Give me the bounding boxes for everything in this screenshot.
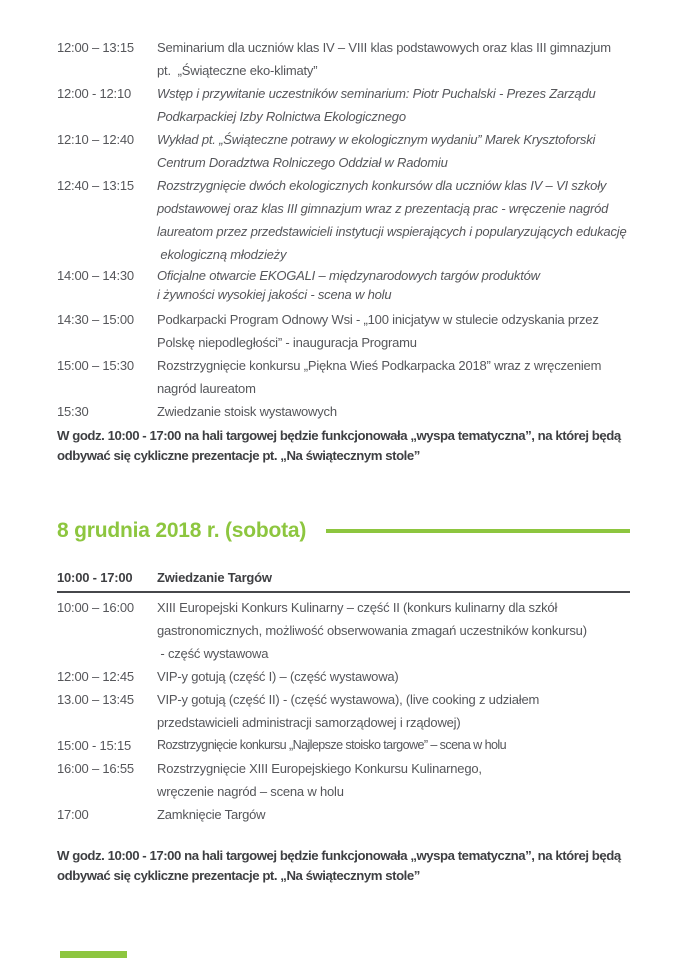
event-time: 12:00 - 12:10 <box>57 86 132 101</box>
schedule-header-row <box>57 568 630 593</box>
event-line: Rozstrzygnięcie XIII Europejskiego Konkursu Kulinarnego, <box>157 761 482 776</box>
schedule-row <box>57 128 630 174</box>
day2-date-title: 8 grudnia 2018 r. (sobota) <box>57 519 307 542</box>
event-time: 15:00 - 15:15 <box>57 738 132 753</box>
event-time: 12:00 – 12:45 <box>57 669 134 684</box>
day2-heading <box>57 518 630 544</box>
event-line: Seminarium dla uczniów klas IV – VIII klas podstawowych oraz klas III gimnazjum <box>157 40 611 55</box>
event-line: Wykład pt. „Świąteczne potrawy w ekologicznym wydaniu” Marek Krysztoforski <box>157 132 596 147</box>
schedule-header-label: Zwiedzanie Targów <box>157 570 272 585</box>
schedule-row <box>57 757 630 803</box>
event-line: Zamknięcie Targów <box>157 807 266 822</box>
thematic-island-note <box>57 426 647 466</box>
event-description <box>157 400 630 423</box>
event-description <box>157 36 630 82</box>
event-line: Polskę niepodległości” - inauguracja Programu <box>157 335 417 350</box>
schedule-row <box>57 734 630 757</box>
day1-schedule <box>57 36 630 423</box>
event-time: 12:40 – 13:15 <box>57 178 134 193</box>
event-line: VIP-y gotują (część I) – (część wystawowa) <box>157 669 399 684</box>
event-line: - część wystawowa <box>157 646 269 661</box>
schedule-row <box>57 665 630 688</box>
event-time: 17:00 <box>57 807 89 822</box>
event-time: 15:00 – 15:30 <box>57 358 134 373</box>
event-time: 15:30 <box>57 404 89 419</box>
schedule-row <box>57 308 630 354</box>
event-time: 14:00 – 14:30 <box>57 268 134 283</box>
day2-schedule-body <box>57 593 630 826</box>
event-time: 10:00 – 16:00 <box>57 600 134 615</box>
event-time: 12:10 – 12:40 <box>57 132 134 147</box>
event-line: Rozstrzygnięcie konkursu „Najlepsze stoisko targowe” – scena w holu <box>157 738 506 752</box>
event-description <box>157 174 630 266</box>
event-line: przedstawicieli administracji samorządowej i rządowej) <box>157 715 461 730</box>
event-line: Podkarpackiej Izby Rolnictwa Ekologicznego <box>157 109 406 124</box>
event-line: Wstęp i przywitanie uczestników seminarium: Piotr Puchalski - Prezes Zarządu <box>157 86 596 101</box>
event-time: 10:00 - 17:00 <box>57 570 133 585</box>
schedule-row <box>57 688 630 734</box>
note-line: odbywać się cykliczne prezentacje pt. „Na świątecznym stole” <box>57 868 420 883</box>
schedule-row <box>57 354 630 400</box>
event-line: Rozstrzygnięcie konkursu „Piękna Wieś Podkarpacka 2018” wraz z wręczeniem <box>157 358 602 373</box>
note-line: W godz. 10:00 - 17:00 na hali targowej będzie funkcjonowała „wyspa tematyczna”, na której będą <box>57 428 621 443</box>
event-description <box>157 354 630 400</box>
schedule-row <box>57 803 630 826</box>
event-time: 12:00 – 13:15 <box>57 40 134 55</box>
event-line: pt. „Świąteczne eko-klimaty” <box>157 63 318 78</box>
event-line: Zwiedzanie stoisk wystawowych <box>157 404 337 419</box>
page-footer-accent-bar <box>60 951 127 958</box>
event-description <box>157 665 630 688</box>
event-description <box>157 308 630 354</box>
event-description <box>157 734 630 757</box>
heading-rule <box>326 529 630 533</box>
schedule-row <box>57 36 630 82</box>
event-time: 16:00 – 16:55 <box>57 761 134 776</box>
event-line: wręczenie nagród – scena w holu <box>157 784 344 799</box>
event-time: 14:30 – 15:00 <box>57 312 134 327</box>
event-line: Rozstrzygnięcie dwóch ekologicznych konkursów dla uczniów klas IV – VI szkoły <box>157 178 607 193</box>
schedule-row <box>57 174 630 266</box>
event-line: VIP-y gotują (część II) - (część wystawowa), (live cooking z udziałem <box>157 692 540 707</box>
schedule-row <box>57 266 630 308</box>
event-line: Centrum Doradztwa Rolniczego Oddział w Radomiu <box>157 155 448 170</box>
day2-schedule <box>57 568 630 826</box>
event-line: ekologiczną młodzieży <box>157 247 287 262</box>
event-description <box>157 596 630 665</box>
event-description <box>157 803 630 826</box>
event-line: nagród laureatom <box>157 381 256 396</box>
event-line: i żywności wysokiej jakości - scena w holu <box>157 287 392 302</box>
schedule-row <box>57 82 630 128</box>
note-line: odbywać się cykliczne prezentacje pt. „Na świątecznym stole” <box>57 448 420 463</box>
note-line: W godz. 10:00 - 17:00 na hali targowej będzie funkcjonowała „wyspa tematyczna”, na której będą <box>57 848 621 863</box>
schedule-row <box>57 400 630 423</box>
event-description <box>157 266 630 304</box>
event-time: 13.00 – 13:45 <box>57 692 134 707</box>
event-description <box>157 757 630 803</box>
event-line: laureatom przez przedstawicieli instytucji wspierających i popularyzujących edukację <box>157 224 627 239</box>
event-description <box>157 82 630 128</box>
event-line: XIII Europejski Konkurs Kulinarny – część II (konkurs kulinarny dla szkół <box>157 600 558 615</box>
event-line: Podkarpacki Program Odnowy Wsi - „100 inicjatyw w stulecie odzyskania przez <box>157 312 599 327</box>
event-line: Oficjalne otwarcie EKOGALI – międzynarodowych targów produktów <box>157 268 540 283</box>
schedule-row <box>57 596 630 665</box>
event-line: gastronomicznych, możliwość obserwowania zmagań uczestników konkursu) <box>157 623 587 638</box>
thematic-island-note <box>57 846 647 886</box>
event-line: podstawowej oraz klas III gimnazjum wraz z prezentacją prac - wręczenie nagród <box>157 201 609 216</box>
event-description <box>157 128 630 174</box>
event-description <box>157 688 630 734</box>
